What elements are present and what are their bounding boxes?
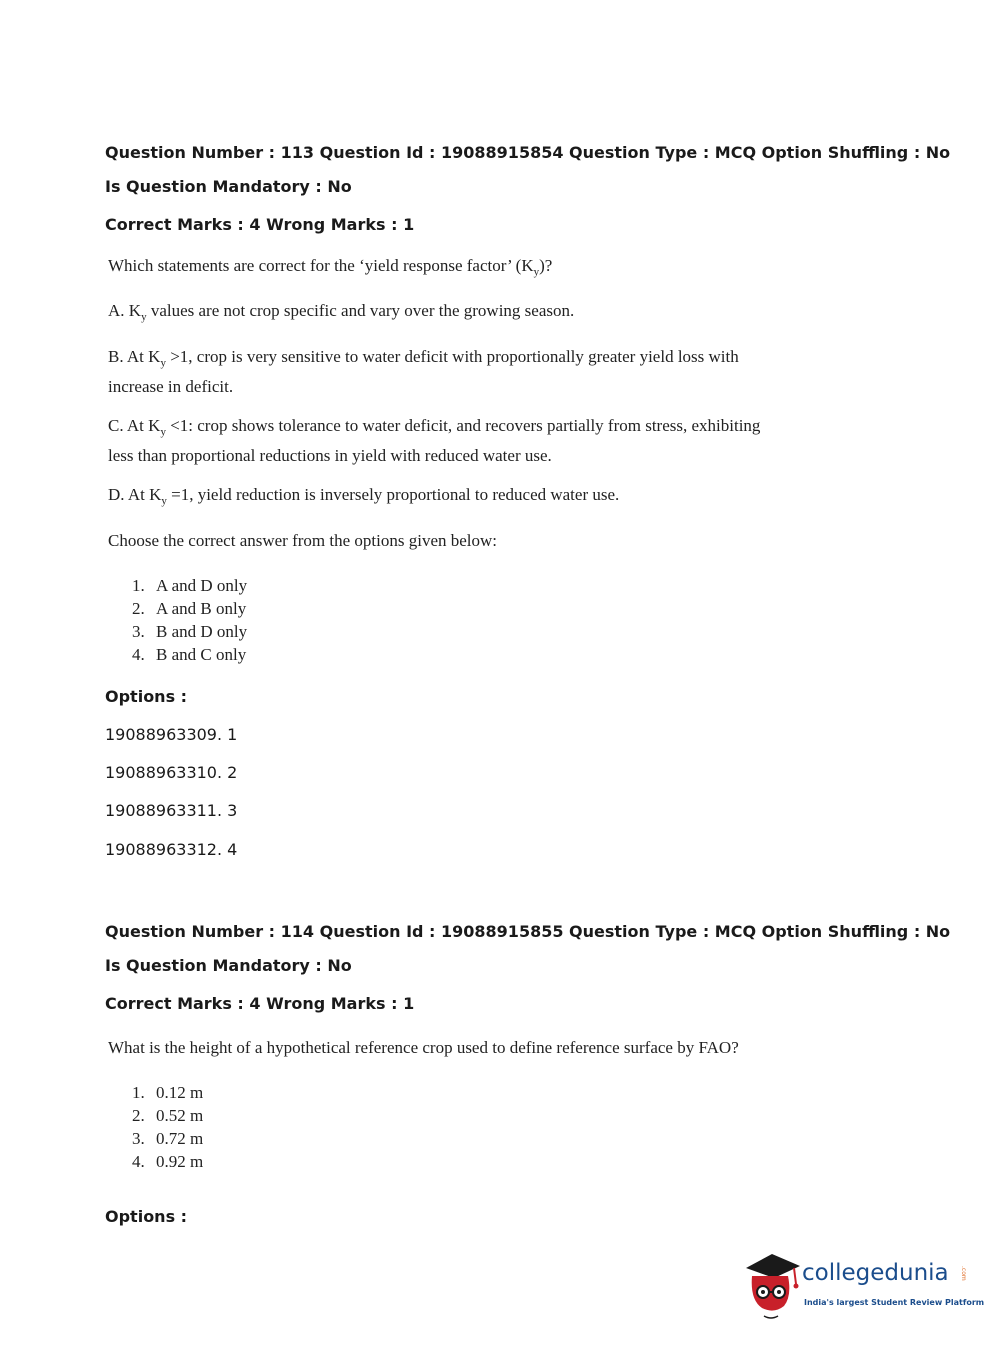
q113-mandatory: Is Question Mandatory : No — [105, 177, 352, 196]
q113-choice: 1. A and D only — [132, 576, 248, 595]
q113-option: 19088963312. 4 — [105, 840, 238, 859]
q113-marks: Correct Marks : 4 Wrong Marks : 1 — [105, 215, 415, 234]
q114-choice: 2. 0.52 m — [132, 1106, 204, 1125]
brand-name: collegedunia — [802, 1260, 949, 1286]
q114-choice: 4. 0.92 m — [132, 1152, 204, 1171]
q114-mandatory: Is Question Mandatory : No — [105, 956, 352, 975]
q113-options-label: Options : — [105, 687, 188, 706]
q113-choice: 3. B and D only — [132, 622, 248, 641]
q113-header: Question Number : 113 Question Id : 19088915854 Question Type : MCQ Option Shuffling : No — [105, 143, 951, 162]
q113-option: 19088963310. 2 — [105, 763, 238, 782]
q113-choice: 4. B and C only — [132, 645, 247, 664]
q114-options-label: Options : — [105, 1207, 188, 1226]
brand-com: .com — [960, 1266, 967, 1281]
q114-marks: Correct Marks : 4 Wrong Marks : 1 — [105, 994, 415, 1013]
mascot-icon — [742, 1250, 804, 1322]
collegedunia-logo — [742, 1250, 985, 1322]
q113-statement-a: A. $K_y$ values are not crop specific and vary over the growing season. — [108, 301, 575, 323]
q114-header: Question Number : 114 Question Id : 19088915855 Question Type : MCQ Option Shuffling : No — [105, 922, 951, 941]
q113-statement-c: C. At $K_y <1$: crop shows tolerance to water deficit, and recovers partially from stress, exhibiting less than proportional reductions in yield with reduced water use. — [108, 416, 761, 465]
q113-instruction: Choose the correct answer from the options given below: — [108, 531, 498, 550]
brand-tagline: India's largest Student Review Platform — [804, 1298, 985, 1307]
q113-statement-d: D. At $K_y =1$, yield reduction is inversely proportional to reduced water use. — [108, 485, 620, 507]
q114-choice: 1. 0.12 m — [132, 1083, 204, 1102]
q113-option: 19088963309. 1 — [105, 725, 238, 744]
q113-choice: 2. A and B only — [132, 599, 247, 618]
q114-choice: 3. 0.72 m — [132, 1129, 204, 1148]
q113-stem: Which statements are correct for the ‘yield response factor’ $(K_y)$? — [108, 256, 553, 278]
q114-stem: What is the height of a hypothetical reference crop used to define reference surface by FAO? — [108, 1038, 739, 1057]
q113-statement-b: B. At $K_y >1$, crop is very sensitive to water deficit with proportionally greater yield loss with increase in deficit. — [108, 347, 739, 396]
q113-option: 19088963311. 3 — [105, 801, 238, 820]
